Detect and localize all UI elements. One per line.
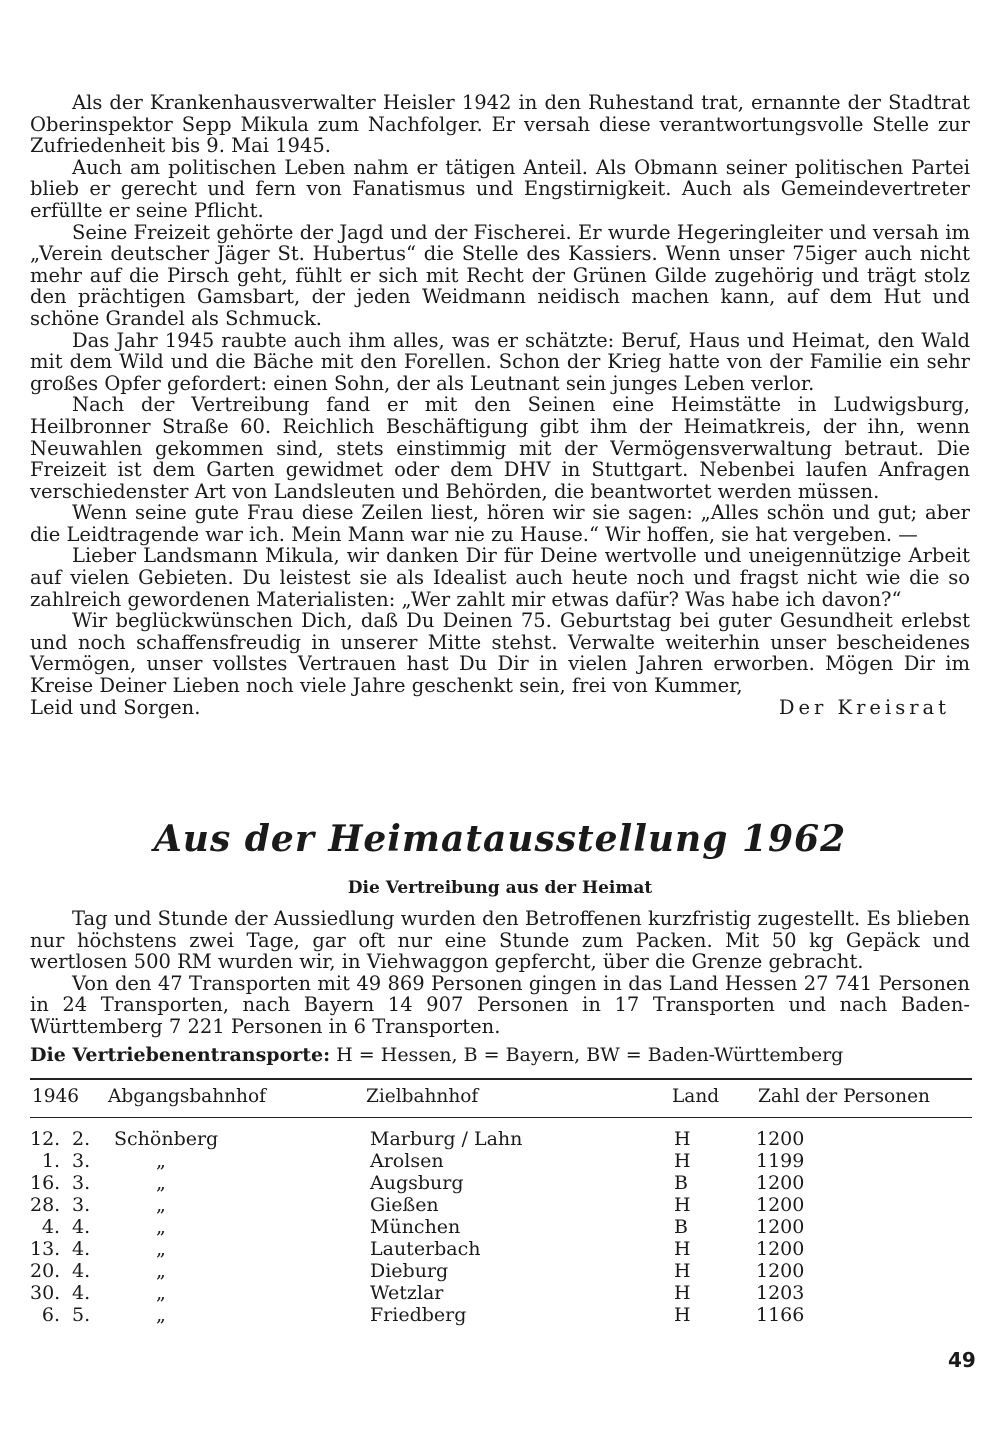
paragraph: Tag und Stunde der Aussiedlung wurden den Betroffenen kurzfristig zugestellt. Es blieben nur höchstens zwei Tage, gar oft nur eine Stunde zum Packen. Mit 50 kg Gepäck und wertlosen 500 RM wurden wir, in Viehwaggon gepfercht, über die Grenze gebracht.	[30, 907, 970, 974]
cell-month: 3.	[72, 1172, 91, 1194]
cell-land: H	[674, 1238, 691, 1260]
cell-day: 20.	[30, 1260, 61, 1282]
cell-month: 4.	[72, 1238, 91, 1260]
cell-day: 1.	[41, 1150, 60, 1172]
cell-destination: Marburg / Lahn	[370, 1128, 523, 1150]
cell-persons: 1200	[756, 1128, 805, 1150]
cell-destination: Friedberg	[370, 1304, 467, 1326]
cell-month: 4.	[72, 1282, 91, 1304]
cell-month: 5.	[72, 1304, 91, 1326]
cell-persons: 1200	[756, 1216, 805, 1238]
cell-destination: Arolsen	[370, 1150, 444, 1172]
cell-land: H	[674, 1260, 691, 1282]
section-subheading: Die Vertreibung aus der Heimat	[347, 878, 653, 898]
table-row	[30, 1216, 972, 1238]
table-caption	[30, 1044, 843, 1066]
column-header-destination: Zielbahnhof	[366, 1086, 479, 1107]
cell-departure: „	[156, 1194, 166, 1216]
paragraph: Wenn seine gute Frau diese Zeilen liest, hören wir sie sagen: „Alles schön und gut; aber die Leidtragende war ich. Mein Mann war nie zu Hause.“ Wir hoffen, sie hat vergeben. —	[30, 501, 970, 546]
article-text-bottom	[30, 908, 970, 1038]
cell-departure: Schönberg	[114, 1128, 219, 1150]
cell-land: H	[674, 1150, 691, 1172]
column-header-year: 1946	[32, 1086, 80, 1107]
cell-departure: „	[156, 1282, 166, 1304]
signature: Der Kreisrat	[778, 695, 950, 719]
column-header-land: Land	[672, 1086, 720, 1107]
paragraph: Seine Freizeit gehörte der Jagd und der Fischerei. Er wurde Hegeringleiter und versah im „Verein deutscher Jäger St. Hubertus“ die Stelle des Kassiers. Wenn unser 75iger auch nicht mehr auf die Pirsch geht, fühlt er sich mit Recht der Grünen Gilde zugehörig und trägt stolz den prächtigen Gamsbart, der jeden Weidmann neidisch machen kann, auf dem Hut und schöne Grandel als Schmuck.	[30, 220, 970, 330]
article-text-top	[30, 92, 970, 718]
paragraph: Als der Krankenhausverwalter Heisler 1942 in den Ruhestand trat, ernannte der Stadtrat Oberinspektor Sepp Mikula zum Nachfolger. Er versah diese verantwortungsvolle Stelle zur Zufriedenheit bis 9. Mai 1945.	[30, 91, 970, 158]
table-row	[30, 1194, 972, 1216]
cell-persons: 1200	[756, 1260, 805, 1282]
paragraph: Wir beglückwünschen Dich, daß Du Deinen 75. Geburtstag bei guter Gesundheit erlebst und noch schaffensfreudig in unserer Mitte stehst. Verwalte weiterhin unser bescheidenes Vermögen, unser vollstes Vertrauen hast Du Dir in vielen Jahren erworben. Mögen Dir im Kreise Deiner Lieben noch viele Jahre geschenkt sein, frei von Kummer,	[30, 609, 970, 698]
cell-month: 3.	[72, 1194, 91, 1216]
column-header-departure: Abgangsbahnhof	[108, 1086, 266, 1107]
paragraph: Von den 47 Transporten mit 49 869 Personen gingen in das Land Hessen 27 741 Personen in 24 Transporten, nach Bayern 14 907 Personen in 17 Transporten und nach Baden-Württemberg 7 221 Personen in 6 Transporten.	[30, 971, 970, 1038]
cell-persons: 1199	[756, 1150, 805, 1172]
cell-month: 3.	[72, 1150, 91, 1172]
cell-day: 6.	[41, 1304, 60, 1326]
cell-departure: „	[156, 1260, 166, 1282]
cell-land: H	[674, 1194, 691, 1216]
cell-day: 30.	[30, 1282, 61, 1304]
section-heading: Aus der Heimatausstellung 1962	[153, 818, 847, 860]
cell-destination: Augsburg	[370, 1172, 464, 1194]
cell-destination: Gießen	[370, 1194, 439, 1216]
cell-persons: 1203	[756, 1282, 805, 1304]
cell-month: 2.	[72, 1128, 91, 1150]
page-number: 49	[948, 1348, 976, 1372]
table-row	[30, 1260, 972, 1282]
cell-day: 16.	[30, 1172, 61, 1194]
cell-day: 12.	[30, 1128, 61, 1150]
cell-month: 4.	[72, 1260, 91, 1282]
cell-departure: „	[156, 1304, 166, 1326]
cell-persons: 1200	[756, 1238, 805, 1260]
table-row	[30, 1172, 972, 1194]
paragraph: Das Jahr 1945 raubte auch ihm alles, was er schätzte: Beruf, Haus und Heimat, den Wald mit dem Wild und die Bäche mit den Forellen. Schon der Krieg hatte von der Familie ein sehr großes Opfer gefordert: einen Sohn, der als Leutnant sein junges Leben verlor.	[30, 328, 970, 395]
cell-land: B	[674, 1216, 688, 1238]
cell-day: 4.	[41, 1216, 60, 1238]
table-row	[30, 1128, 972, 1150]
column-header-persons: Zahl der Personen	[758, 1086, 930, 1107]
cell-persons: 1200	[756, 1194, 805, 1216]
paragraph: Auch am politischen Leben nahm er tätigen Anteil. Als Obmann seiner politischen Partei blieb er gerecht und fern von Fanatismus und Engstirnigkeit. Auch als Gemeindevertreter erfüllte er seine Pflicht.	[30, 155, 970, 222]
cell-departure: „	[156, 1172, 166, 1194]
cell-persons: 1166	[756, 1304, 805, 1326]
table-top-rule	[30, 1078, 972, 1080]
cell-destination: München	[370, 1216, 461, 1238]
cell-land: B	[674, 1172, 688, 1194]
cell-month: 4.	[72, 1216, 91, 1238]
closing-line	[30, 697, 970, 719]
cell-persons: 1200	[756, 1172, 805, 1194]
cell-land: H	[674, 1282, 691, 1304]
cell-land: H	[674, 1304, 691, 1326]
table-row	[30, 1282, 972, 1304]
cell-day: 13.	[30, 1238, 61, 1260]
cell-departure: „	[156, 1238, 166, 1260]
cell-destination: Dieburg	[370, 1260, 449, 1282]
closing-text: Leid und Sorgen.	[30, 695, 201, 719]
cell-destination: Wetzlar	[370, 1282, 444, 1304]
table-caption-label: Die Vertriebenentransporte:	[30, 1044, 331, 1066]
cell-destination: Lauterbach	[370, 1238, 481, 1260]
table-row	[30, 1238, 972, 1260]
table-header-rule	[30, 1117, 972, 1118]
paragraph: Nach der Vertreibung fand er mit den Seinen eine Heimstätte in Ludwigsburg, Heilbronner Straße 60. Reichlich Beschäftigung gibt ihm der Heimatkreis, der ihn, wenn Neuwahlen gekommen sind, stets einstimmig mit der Vermögensverwaltung betraut. Die Freizeit ist dem Garten gewidmet oder dem DHV in Stuttgart. Nebenbei laufen Anfragen verschiedenster Art von Landsleuten und Behörden, die beantwortet werden müssen.	[30, 393, 970, 503]
cell-land: H	[674, 1128, 691, 1150]
paragraph: Lieber Landsmann Mikula, wir danken Dir für Deine wertvolle und uneigennützige Arbeit auf vielen Gebieten. Du leistest sie als Idealist auch heute noch und fragst nicht wie die so zahlreich gewordenen Materialisten: „Wer zahlt mir etwas dafür? Was habe ich davon?“	[30, 544, 970, 611]
table-caption-legend: H = Hessen, B = Bayern, BW = Baden-Württemberg	[330, 1044, 844, 1066]
table-row	[30, 1304, 972, 1326]
cell-day: 28.	[30, 1194, 61, 1216]
cell-departure: „	[156, 1150, 166, 1172]
table-row	[30, 1150, 972, 1172]
cell-departure: „	[156, 1216, 166, 1238]
